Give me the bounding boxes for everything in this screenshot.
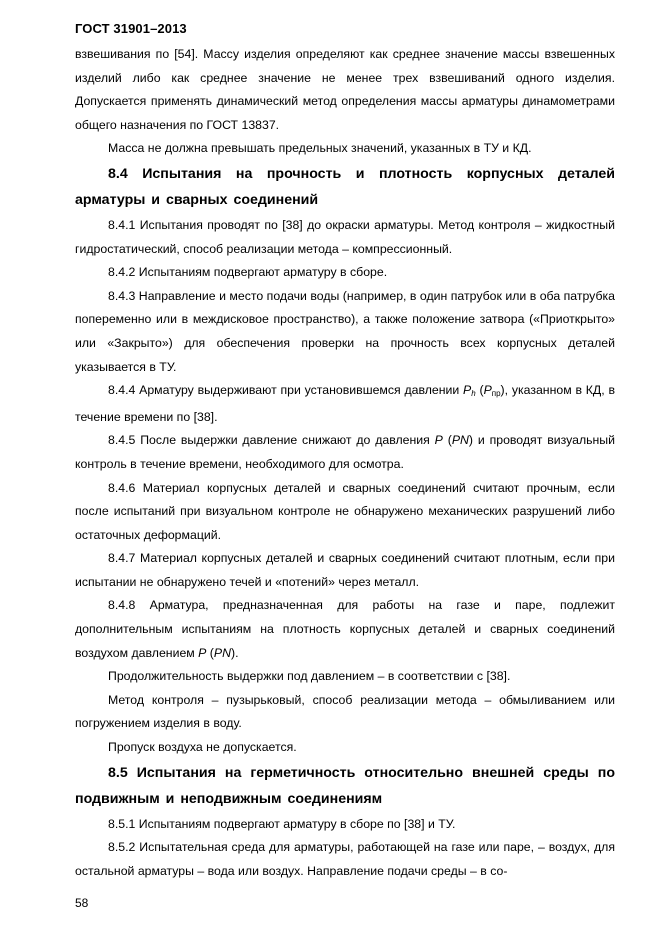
text-8-4-8-a: 8.4.8 Арматура, предназначенная для работы на газе и паре, подлежит дополнительным испытаниям на плотность корпусных деталей и сварных соединений воздухом давлением (75, 598, 615, 660)
symbol-p: P (434, 433, 443, 448)
paragraph-8-5-2: 8.5.2 Испытательная среда для арматуры, работающей на газе или паре, – воздух, для остальной арматуры – вода или воздух. Направление подачи среды – в со- (75, 840, 615, 878)
subscript-h: h (471, 389, 476, 399)
subscript-pr: пр (491, 389, 501, 399)
text-8-4-4-a: 8.4.4 Арматуру выдерживают при установившемся давлении (108, 383, 460, 398)
document-header: ГОСТ 31901–2013 (75, 21, 187, 36)
paragraph-8-4-8: 8.4.8 Арматура, предназначенная для работы на газе и паре, подлежит дополнительным испытаниям на плотность корпусных деталей и сварных соединений воздухом давлением P (PN). (75, 598, 615, 660)
symbol-p: P (463, 383, 472, 398)
paragraph-8-4-7: 8.4.7 Материал корпусных деталей и сварных соединений считают плотным, если при испытании не обнаружено течей и «потений» через металл. (75, 551, 615, 589)
section-heading-8-5: 8.5 Испытания на герметичность относительно внешней среды по подвижным и неподвижным соединениям (75, 764, 615, 808)
symbol-p-paren: P (483, 383, 492, 398)
paragraph-no-leak: Пропуск воздуха не допускается. (108, 740, 297, 755)
section-heading-8-4: 8.4 Испытания на прочность и плотность корпусных деталей арматуры и сварных соединений (75, 165, 615, 209)
text-8-4-4-b: ), указанном в КД, в течение времени по [38]. (75, 383, 615, 424)
symbol-p: P (198, 645, 207, 660)
paragraph-8-4-1: 8.4.1 Испытания проводят по [38] до окраски арматуры. Метод контроля – жидкостный гидростатический, способ реализации метода – компрессионный. (75, 217, 615, 256)
paragraph-duration: Продолжительность выдержки под давлением – в соответствии с [38]. (108, 669, 511, 684)
paragraph-8-4-6: 8.4.6 Материал корпусных деталей и сварных соединений считают прочным, если после испытаний при визуальном контроле не обнаружено механических разрушений либо остаточных деформаций. (75, 480, 615, 542)
paragraph-8-5-1: 8.5.1 Испытаниям подвергают арматуру в сборе по [38] и ТУ. (108, 816, 456, 831)
paragraph-8-4-2: 8.4.2 Испытаниям подвергают арматуру в сборе. (108, 265, 388, 280)
page-number: 58 (75, 896, 89, 910)
paragraph-continuation: взвешивания по [54]. Массу изделия определяют как среднее значение массы взвешенных изделий либо как среднее значение не менее трех взвешиваний одного изделия. Допускается применять динамический метод определения массы арматуры динамометрами общего назначения по ГОСТ 13837. (75, 47, 615, 132)
symbol-pn: PN (451, 433, 469, 448)
text-8-4-5-a: 8.4.5 После выдержки давление снижают до давления (108, 433, 430, 448)
symbol-pn: PN (213, 645, 231, 660)
paragraph-8-4-5: 8.4.5 После выдержки давление снижают до давления P (PN) и проводят визуальный контроль в течение времени, необходимого для осмотра. (75, 433, 616, 471)
paragraph-8-4-4: 8.4.4 Арматуру выдерживают при установившемся давлении $P_h$ $(P_{пр})$, указанном в КД, в течение времени по [38]. (75, 383, 615, 424)
page-body (75, 43, 615, 883)
text-8-4-5-b: ) и проводят визуальный контроль в течение времени, необходимого для осмотра. (75, 433, 616, 471)
paragraph-mass-limit: Масса не должна превышать предельных значений, указанных в ТУ и КД. (108, 141, 532, 156)
paragraph-method: Метод контроля – пузырьковый, способ реализации метода – обмыливанием или погружением изделия в воду. (75, 692, 615, 731)
text-8-4-8-b: ). (230, 645, 239, 660)
paragraph-8-4-3: 8.4.3 Направление и место подачи воды (например, в один патрубок или в оба патрубка попеременно или в междисковое пространство), а также положение затвора («Приоткрыто» или «Закрыто») для обеспечения проверки на прочность всех корпусных деталей указывается в ТУ. (75, 288, 615, 374)
